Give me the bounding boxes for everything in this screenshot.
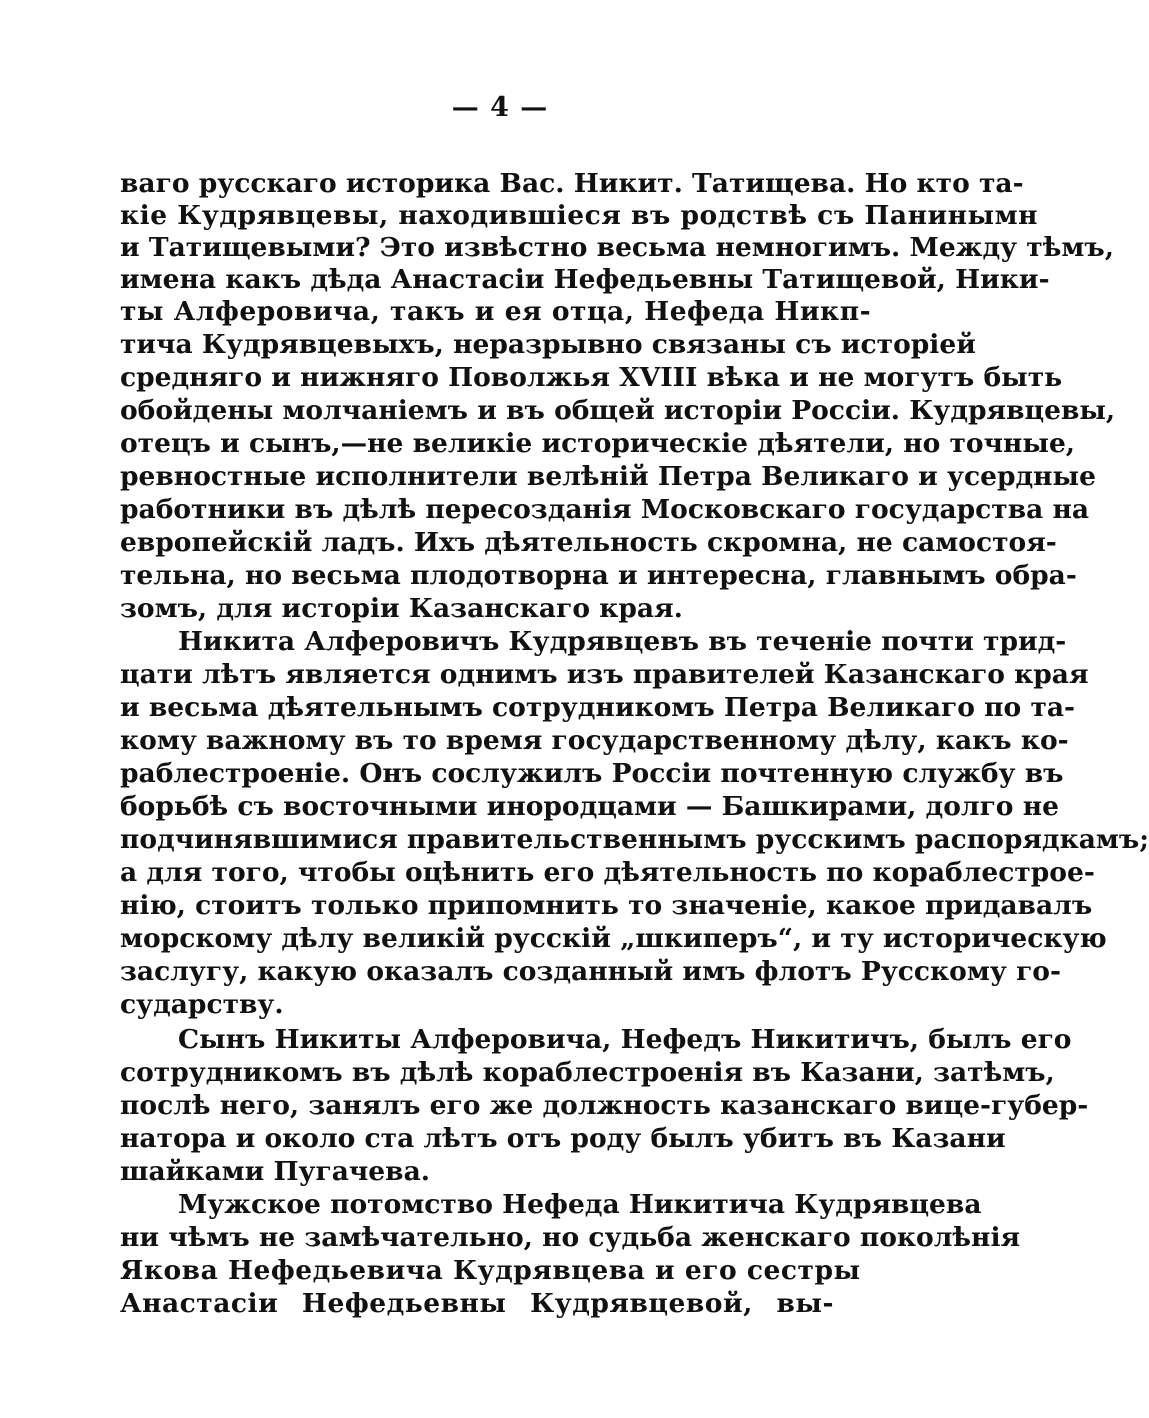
text-line: кіе Кудрявцевы, находившіеся въ родствѣ съ Панинымн [120, 200, 1038, 231]
paragraph-start-line: Мужское потомство Нефеда Никитича Кудрявцева [178, 1189, 982, 1220]
text-line: обойдены молчаніемъ и въ общей исторіи Россіи. Кудрявцевы, [120, 395, 1116, 426]
text-line: цати лѣтъ является однимъ изъ правителей Казанскаго края [120, 659, 1089, 690]
text-line: шайками Пугачева. [120, 1156, 430, 1187]
text-line: а для того, чтобы оцѣнить его дѣятельность по кораблестрое- [120, 857, 1095, 888]
text-line: борьбѣ съ восточными инородцами — Башкирами, долго не [120, 791, 1059, 822]
text-line: тича Кудрявцевыхъ, неразрывно связаны съ исторіей [120, 329, 976, 360]
text-line: ревностные исполнители велѣній Петра Великаго и усердные [120, 461, 1096, 492]
text-line: сударству. [120, 989, 284, 1020]
text-line: Якова Нефедьевича Кудрявцева и его сестры [120, 1255, 861, 1286]
text-line: кому важному въ то время государственному дѣлу, какъ ко- [120, 725, 1069, 756]
text-line: Анастасіи Нефедьевны Кудрявцевой, вы- [120, 1288, 834, 1319]
text-line: нію, стоитъ только припомнить то значеніе, какое придавалъ [120, 890, 1093, 921]
text-line: послѣ него, занялъ его же должность казанскаго вице-губер- [120, 1090, 1089, 1121]
text-line: ваго русскаго историка Вас. Никит. Татищева. Но кто та- [120, 168, 1024, 199]
text-line: морскому дѣлу великій русскій „шкиперъ“, и ту историческую [120, 923, 1107, 954]
text-line: тельна, но весьма плодотворна и интересна, главнымъ обра- [120, 560, 1077, 591]
text-line: отецъ и сынъ,—не великіе историческіе дѣятели, но точные, [120, 428, 1076, 459]
paragraph-start-line: Никита Алферовичъ Кудрявцевъ въ теченіе почти трид- [178, 626, 1067, 657]
text-line: подчинявшимися правительственнымъ русскимъ распорядкамъ; [120, 824, 1149, 855]
text-line: и весьма дѣятельнымъ сотрудникомъ Петра Великаго по та- [120, 692, 1076, 723]
page-number: — 4 — [451, 92, 549, 123]
text-line: ты Алферовича, такъ и ея отца, Нефеда Никп- [120, 296, 872, 327]
text-line: зомъ, для исторіи Казанскаго края. [120, 593, 683, 624]
text-line: сотрудникомъ въ дѣлѣ кораблестроенія въ Казани, затѣмъ, [120, 1057, 1055, 1088]
text-line: ни чѣмъ не замѣчательно, но судьба женскаго поколѣнія [120, 1222, 1021, 1253]
text-line: заслугу, какую оказалъ созданный имъ флотъ Русскому го- [120, 956, 1061, 987]
text-line: работники въ дѣлѣ пересозданія Московскаго государства на [120, 494, 1090, 525]
paragraph-start-line: Сынъ Никиты Алферовича, Нефедъ Никитичъ, былъ его [178, 1024, 1072, 1055]
text-line: раблестроеніе. Онъ сослужилъ Россіи почтенную службу въ [120, 758, 1064, 789]
text-line: натора и около ста лѣтъ отъ роду былъ убитъ въ Казани [120, 1123, 1006, 1154]
text-line: и Татищевыми? Это извѣстно весьма немногимъ. Между тѣмъ, [120, 232, 1114, 263]
text-line: имена какъ дѣда Анастасіи Нефедьевны Татищевой, Ники- [120, 264, 1050, 295]
text-line: средняго и нижняго Поволжья XVIII вѣка и не могутъ быть [120, 362, 1063, 393]
text-line: европейскій ладъ. Ихъ дѣятельность скромна, не самостоя- [120, 527, 1057, 558]
